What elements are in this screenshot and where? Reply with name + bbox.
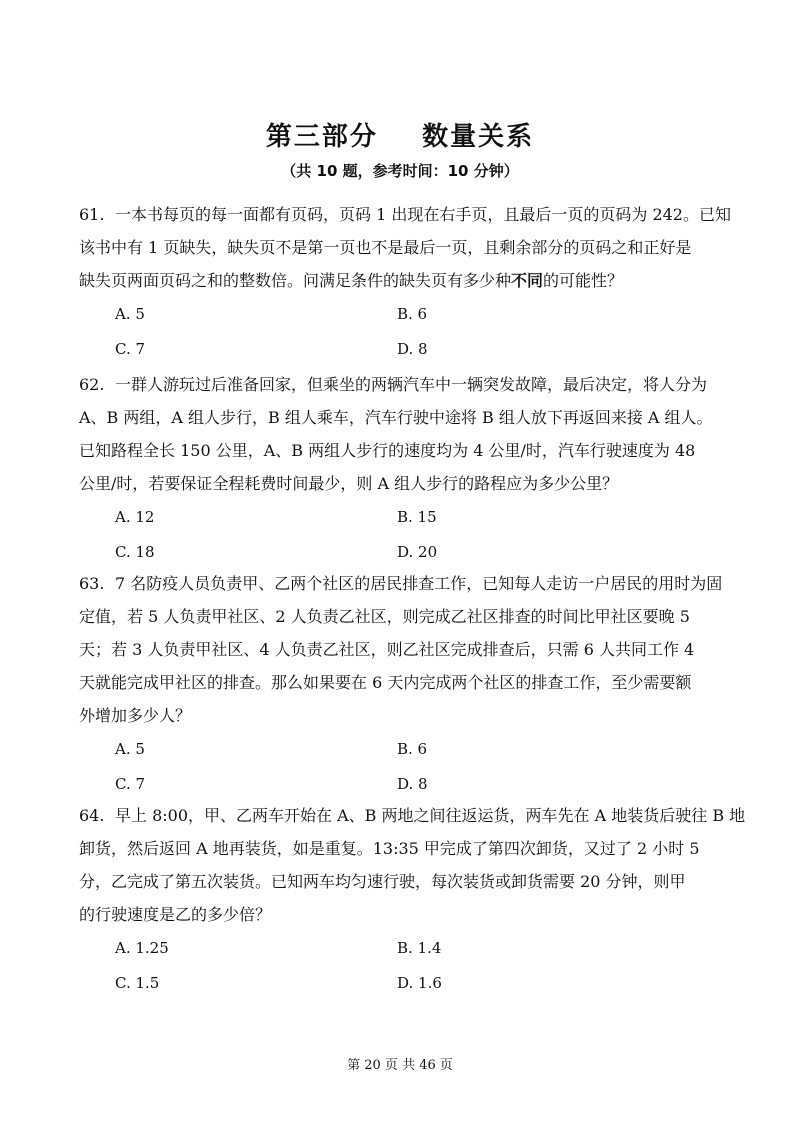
question-text: 早上 8:00，甲、乙两车开始在 A、B 两地之间往返运货，两车先在 A 地装货后驶往 B 地 (115, 806, 746, 825)
question-line (79, 699, 729, 732)
question-line (79, 799, 746, 832)
question-line (79, 467, 729, 500)
question-text: 该书中有 1 页缺失，缺失页不是第一页也不是最后一页，且剩余部分的页码之和正好是 (79, 238, 692, 257)
option-a[interactable]: A. 1.25 (115, 939, 169, 957)
question-text: 分，乙完成了第五次装货。已知两车均匀速行驶，每次装货或卸货需要 20 分钟，则甲 (79, 872, 686, 891)
option-c[interactable]: C. 1.5 (115, 974, 160, 992)
question-text: 天就能完成甲社区的排查。那么如果要在 6 天内完成两个社区的排查工作，至少需要额 (79, 673, 692, 692)
page-footer: 第 20 页 共 46 页 (347, 1058, 453, 1073)
option-d[interactable]: D. 20 (397, 543, 438, 561)
question-number: 61. (79, 205, 105, 224)
question-line (79, 633, 729, 666)
options-row (79, 535, 729, 570)
question-text: 卸货，然后返回 A 地再装货，如是重复。13:35 甲完成了第四次卸货，又过了 2 小时 5 (79, 839, 700, 858)
option-a[interactable]: A. 5 (115, 740, 145, 758)
options-row (79, 297, 729, 332)
option-b[interactable]: B. 15 (397, 508, 437, 526)
option-d[interactable]: D. 8 (397, 775, 428, 793)
options-row (79, 732, 729, 767)
question-63 (79, 567, 729, 802)
question-number: 62. (79, 375, 105, 394)
options-row (79, 500, 729, 535)
question-62 (79, 368, 729, 570)
option-c[interactable]: C. 7 (115, 340, 146, 358)
options-row (79, 767, 729, 802)
option-b[interactable]: B. 6 (397, 305, 428, 323)
option-a[interactable]: A. 5 (115, 305, 145, 323)
question-line (79, 198, 729, 231)
question-line (79, 368, 729, 401)
option-a[interactable]: A. 12 (115, 508, 155, 526)
question-text: 缺失页两面页码之和的整数倍。问满足条件的缺失页有多少种不同的可能性？ (79, 271, 624, 290)
question-61 (79, 198, 729, 367)
options-row (79, 332, 729, 367)
options-row (79, 931, 729, 966)
option-c[interactable]: C. 7 (115, 775, 146, 793)
question-text: 7 名防疫人员负责甲、乙两个社区的居民排查工作，已知每人走访一户居民的用时为固 (115, 574, 723, 593)
question-line (79, 898, 729, 931)
question-text: 外增加多少人？ (79, 706, 192, 725)
option-d[interactable]: D. 8 (397, 340, 428, 358)
question-line (79, 231, 729, 264)
question-line (79, 666, 729, 699)
question-text: 已知路程全长 150 公里，A、B 两组人步行的速度均为 4 公里/时，汽车行驶速度为 48 (79, 441, 696, 460)
option-d[interactable]: D. 1.6 (397, 974, 442, 992)
question-number: 63. (79, 574, 105, 593)
options-row (79, 966, 729, 1001)
question-line (79, 567, 729, 600)
question-line (79, 401, 729, 434)
question-text: A、B 两组，A 组人步行，B 组人乘车，汽车行驶中途将 B 组人放下再返回来接 A 组人。 (79, 408, 713, 427)
option-b[interactable]: B. 1.4 (397, 939, 442, 957)
question-text: 天；若 3 人负责甲社区、4 人负责乙社区，则乙社区完成排查后，只需 6 人共同工作 4 (79, 640, 695, 659)
option-b[interactable]: B. 6 (397, 740, 428, 758)
question-text: 的行驶速度是乙的多少倍？ (79, 905, 272, 924)
section-title: 第三部分 数量关系 (265, 122, 535, 152)
question-text: 定值，若 5 人负责甲社区、2 人负责乙社区，则完成乙社区排查的时间比甲社区要晚 5 (79, 607, 690, 626)
section-subtitle: （共 10 题，参考时间：10 分钟） (281, 162, 519, 180)
option-c[interactable]: C. 18 (115, 543, 155, 561)
question-line (79, 434, 729, 467)
question-line (79, 832, 729, 865)
question-64 (79, 799, 746, 1001)
question-text: 公里/时，若要保证全程耗费时间最少，则 A 组人步行的路程应为多少公里？ (79, 474, 619, 493)
question-number: 64. (79, 806, 105, 825)
question-text: 一本书每页的每一面都有页码，页码 1 出现在右手页，且最后一页的页码为 242。已知 (115, 205, 731, 224)
emphasis-text: 不同 (511, 271, 544, 290)
question-line (79, 600, 729, 633)
question-text: 一群人游玩过后准备回家，但乘坐的两辆汽车中一辆突发故障，最后决定，将人分为 (115, 375, 708, 394)
question-line (79, 264, 729, 297)
question-line (79, 865, 729, 898)
